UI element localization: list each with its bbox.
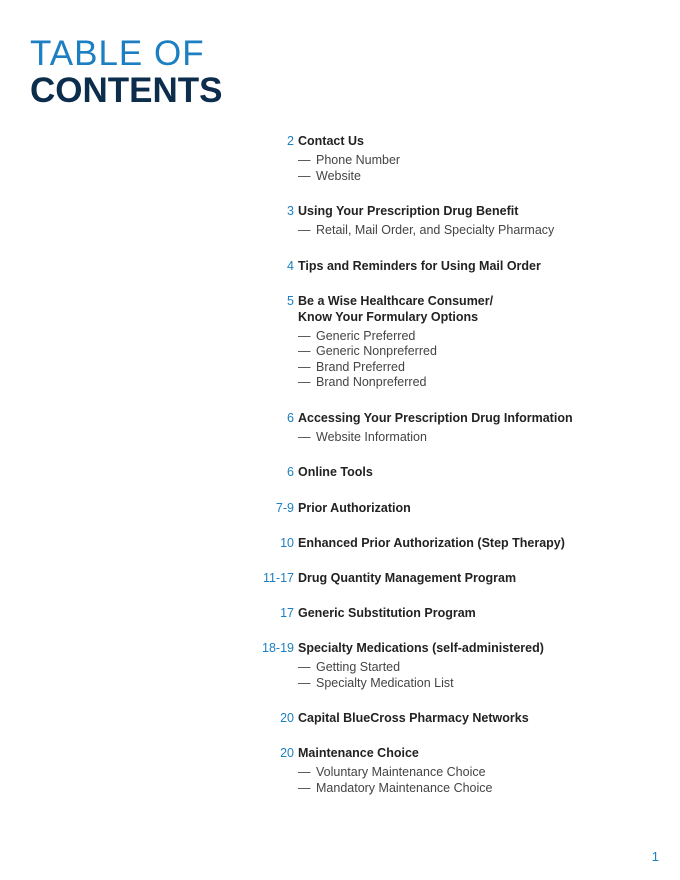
toc-entry[interactable] <box>250 293 670 391</box>
toc-heading: Generic Substitution Program <box>298 606 476 620</box>
dash-bullet: — <box>298 328 311 343</box>
dash-bullet: — <box>298 429 311 444</box>
dash-bullet: — <box>298 375 311 389</box>
toc-subitem: — Retail, Mail Order, and Specialty Pharmacy <box>298 223 555 237</box>
toc-entry[interactable] <box>250 410 670 446</box>
toc-page-number: 17 <box>280 606 294 620</box>
toc-subitem: — Generic Nonpreferred <box>298 344 437 358</box>
toc-list <box>250 133 670 796</box>
toc-page-number: 20 <box>280 746 294 760</box>
toc-subitem: — Specialty Medication List <box>298 675 454 690</box>
toc-heading: Be a Wise Healthcare Consumer/ <box>298 293 494 308</box>
toc-page-number: 7-9 <box>275 501 294 515</box>
toc-page-number: 20 <box>280 711 294 725</box>
toc-page-number: 6 <box>287 465 294 479</box>
toc-entry[interactable] <box>250 464 670 480</box>
dash-bullet: — <box>298 359 311 374</box>
toc-page-number: 2 <box>287 134 294 148</box>
toc-heading: Capital BlueCross Pharmacy Networks <box>298 711 529 725</box>
toc-subitem: — Website <box>298 168 361 183</box>
toc-heading: Enhanced Prior Authorization (Step Therapy) <box>298 536 565 550</box>
toc-page-number: 18-19 <box>262 641 294 655</box>
toc-entry[interactable] <box>250 133 670 184</box>
toc-subitem: — Generic Preferred <box>298 328 416 343</box>
dash-bullet: — <box>298 344 311 358</box>
toc-page-number: 11-17 <box>262 571 294 585</box>
toc-entry[interactable] <box>250 710 670 726</box>
toc-subitem: — Getting Started <box>298 660 401 674</box>
toc-page-number: 10 <box>280 536 294 550</box>
toc-page-number: 3 <box>287 204 294 218</box>
toc-heading-line2: Know Your Formulary Options <box>298 309 479 324</box>
dash-bullet: — <box>298 765 311 779</box>
toc-entry[interactable] <box>250 640 670 691</box>
dash-bullet: — <box>298 223 311 237</box>
toc-subitem: — Brand Nonpreferred <box>298 375 427 389</box>
dash-bullet: — <box>298 168 311 183</box>
toc-heading: Maintenance Choice <box>298 746 419 760</box>
dash-bullet: — <box>298 675 311 690</box>
toc-subitem: — Website Information <box>298 429 427 444</box>
toc-heading: Online Tools <box>298 465 373 479</box>
toc-page-number: 6 <box>287 410 294 425</box>
toc-heading: Tips and Reminders for Using Mail Order <box>298 258 541 273</box>
toc-entry[interactable] <box>250 570 670 586</box>
toc-entry[interactable] <box>250 500 670 516</box>
toc-heading: Using Your Prescription Drug Benefit <box>298 204 519 218</box>
page-number: 1 <box>651 849 659 864</box>
toc-entry[interactable] <box>250 203 670 239</box>
toc-subitem: — Voluntary Maintenance Choice <box>298 765 486 779</box>
toc-subitem: — Brand Preferred <box>298 359 405 374</box>
toc-entry[interactable] <box>250 605 670 621</box>
toc-heading: Prior Authorization <box>298 501 411 515</box>
dash-bullet: — <box>298 660 311 674</box>
toc-subitem: — Mandatory Maintenance Choice <box>298 780 493 795</box>
title-line1: TABLE OF <box>30 34 205 73</box>
toc-heading: Contact Us <box>298 134 364 148</box>
toc-subitem: — Phone Number <box>298 153 401 167</box>
toc-heading: Drug Quantity Management Program <box>298 571 517 585</box>
dash-bullet: — <box>298 780 311 795</box>
title-line2: CONTENTS <box>30 71 223 110</box>
toc-entry[interactable] <box>250 258 670 274</box>
toc-entry[interactable] <box>250 535 670 551</box>
toc-page-number: 4 <box>287 258 294 273</box>
toc-entry[interactable] <box>250 745 670 796</box>
toc-heading: Specialty Medications (self-administered) <box>298 641 544 655</box>
toc-page-number: 5 <box>287 293 294 308</box>
toc-heading: Accessing Your Prescription Drug Information <box>298 410 573 425</box>
dash-bullet: — <box>298 153 311 167</box>
page-title <box>30 36 223 110</box>
